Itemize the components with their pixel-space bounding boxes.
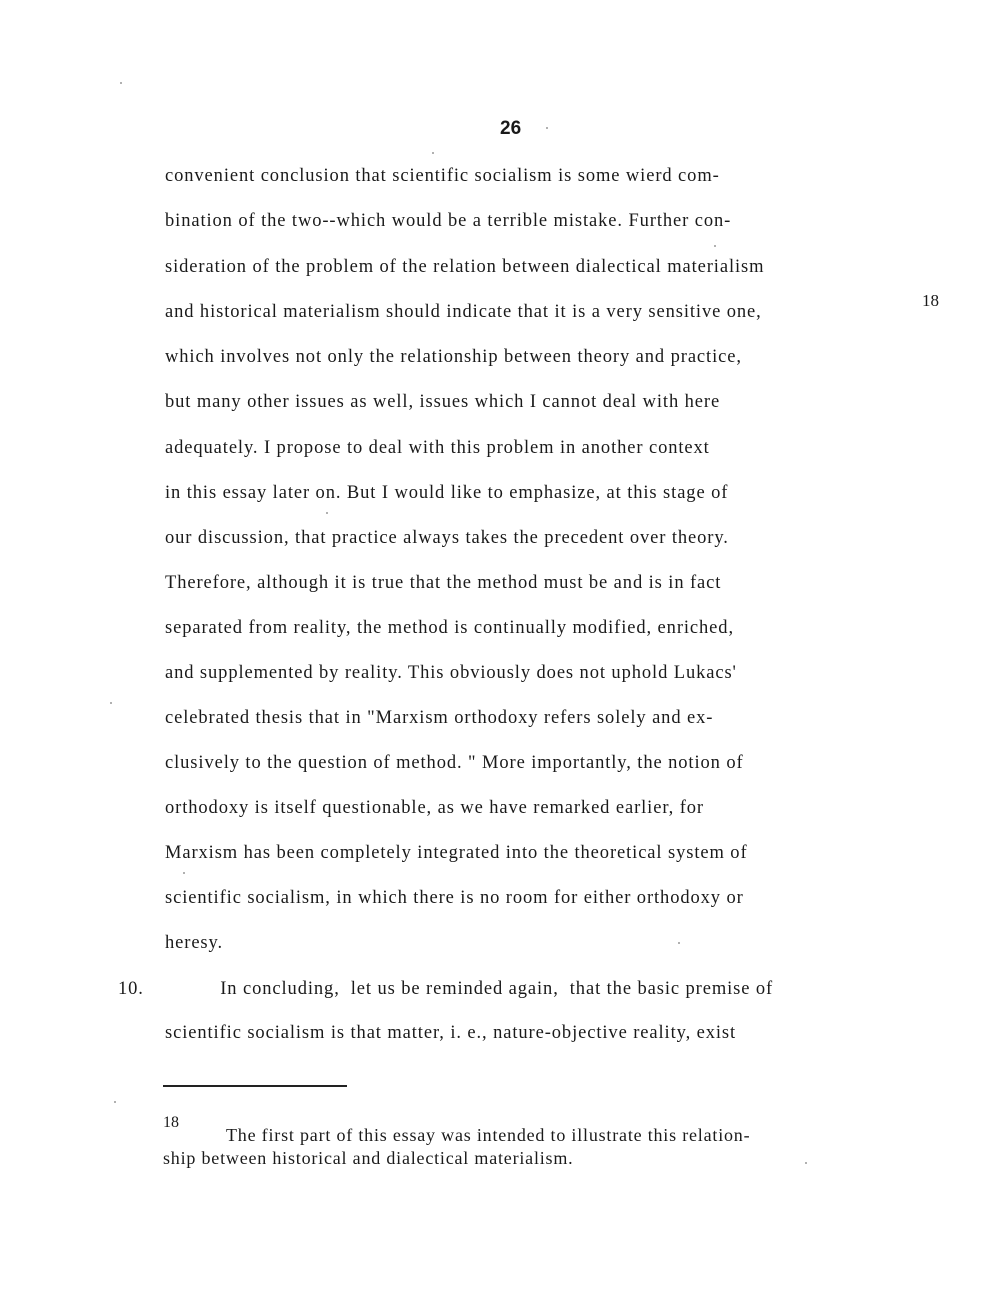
speck: [114, 1101, 116, 1103]
text-line: Marxism has been completely integrated into the theoretical system of: [165, 843, 748, 863]
paragraph-number: 10.: [118, 979, 144, 999]
text-line: orthodoxy is itself questionable, as we have remarked earlier, for: [165, 798, 704, 818]
speck: [110, 702, 112, 704]
speck: [120, 82, 122, 84]
footnote-divider: [163, 1085, 347, 1087]
text-line: clusively to the question of method. " More importantly, the notion of: [165, 753, 744, 773]
speck: [714, 245, 716, 247]
speck: [678, 942, 680, 944]
text-line: but many other issues as well, issues which I cannot deal with here: [165, 392, 721, 412]
speck: [326, 512, 328, 514]
text-line: scientific socialism is that matter, i. e., nature-objective reality, exist: [165, 1023, 737, 1043]
text-line: and historical materialism should indicate that it is a very sensitive one,: [165, 302, 762, 322]
text-line: bination of the two--which would be a terrible mistake. Further con-: [165, 211, 732, 231]
speck: [805, 1162, 807, 1164]
text-line: in this essay later on. But I would like to emphasize, at this stage of: [165, 483, 729, 503]
speck: [183, 872, 185, 874]
text-line: convenient conclusion that scientific socialism is some wierd com-: [165, 166, 720, 186]
text-line: adequately. I propose to deal with this problem in another context: [165, 438, 710, 458]
text-line: sideration of the problem of the relation between dialectical materialism: [165, 257, 765, 277]
text-line: scientific socialism, in which there is no room for either orthodoxy or: [165, 888, 744, 908]
speck: [546, 127, 548, 129]
speck: [432, 152, 434, 154]
text-line: celebrated thesis that in "Marxism orthodoxy refers solely and ex-: [165, 708, 714, 728]
text-line: which involves not only the relationship between theory and practice,: [165, 347, 742, 367]
page-number: 26: [500, 118, 522, 139]
footnote-line: ship between historical and dialectical materialism.: [163, 1148, 574, 1168]
footnote-line: The first part of this essay was intended to illustrate this relation-: [226, 1125, 751, 1145]
text-line: our discussion, that practice always takes the precedent over theory.: [165, 528, 729, 548]
text-line: separated from reality, the method is continually modified, enriched,: [165, 618, 734, 638]
text-line: and supplemented by reality. This obviously does not uphold Lukacs': [165, 663, 737, 683]
footnote-marker: 18: [163, 1114, 179, 1131]
text-line: Therefore, although it is true that the method must be and is in fact: [165, 573, 722, 593]
footnote-reference: 18: [922, 291, 939, 310]
text-line: heresy.: [165, 933, 224, 953]
text-line: In concluding, let us be reminded again, that the basic premise of: [165, 979, 774, 999]
